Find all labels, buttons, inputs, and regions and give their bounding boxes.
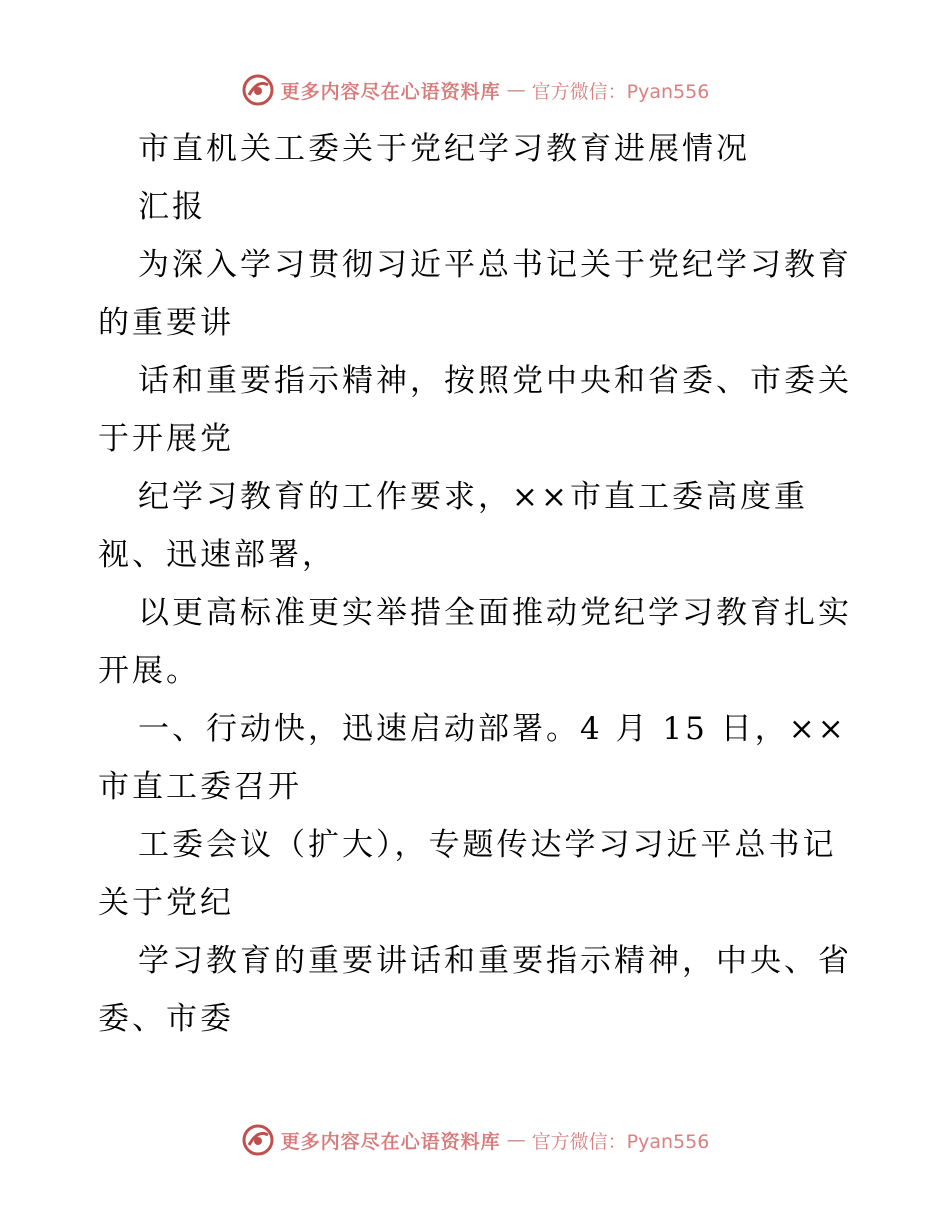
watermark-brand: 更多内容尽在心语资料库 <box>280 1130 501 1153</box>
header-watermark <box>0 70 950 110</box>
watermark-separator: — <box>506 1129 526 1151</box>
paragraph-line: 开展。 <box>98 653 200 689</box>
paragraph-line: 于开展党 <box>98 421 234 457</box>
circle-mark-icon <box>241 73 275 107</box>
paragraph-line: 视、迅速部署， <box>98 537 336 573</box>
paragraph-line: 关于党纪 <box>98 885 234 921</box>
paragraph-line: 工委会议（扩大），专题传达学习习近平总书记 <box>138 827 837 863</box>
watermark-brand: 更多内容尽在心语资料库 <box>280 80 501 103</box>
paragraph-line: 学习教育的重要讲话和重要指示精神，中央、省 <box>138 943 852 979</box>
paragraph-line: 委、市委 <box>98 1001 234 1037</box>
watermark-contact: 官方微信：Pyan556 <box>531 1130 710 1153</box>
footer-watermark <box>0 1120 950 1160</box>
watermark-contact: 官方微信：Pyan556 <box>531 80 710 103</box>
document-title-line-2: 汇报 <box>138 189 206 225</box>
paragraph-line: 纪学习教育的工作要求，××市直工委高度重 <box>138 479 808 515</box>
paragraph-line: 一、行动快，迅速启动部署。4 月 15 日，×× <box>138 711 847 747</box>
paragraph-line: 市直工委召开 <box>98 769 302 805</box>
paragraph-line: 为深入学习贯彻习近平总书记关于党纪学习教育 <box>138 247 852 283</box>
circle-mark-icon <box>241 1123 275 1157</box>
paragraph-line: 以更高标准更实举措全面推动党纪学习教育扎实 <box>138 595 852 631</box>
paragraph-line: 的重要讲 <box>98 305 234 341</box>
paragraph-line: 话和重要指示精神，按照党中央和省委、市委关 <box>138 363 852 399</box>
document-body <box>98 120 858 1048</box>
document-title-line-1: 市直机关工委关于党纪学习教育进展情况 <box>138 131 750 167</box>
watermark-separator: — <box>506 79 526 101</box>
